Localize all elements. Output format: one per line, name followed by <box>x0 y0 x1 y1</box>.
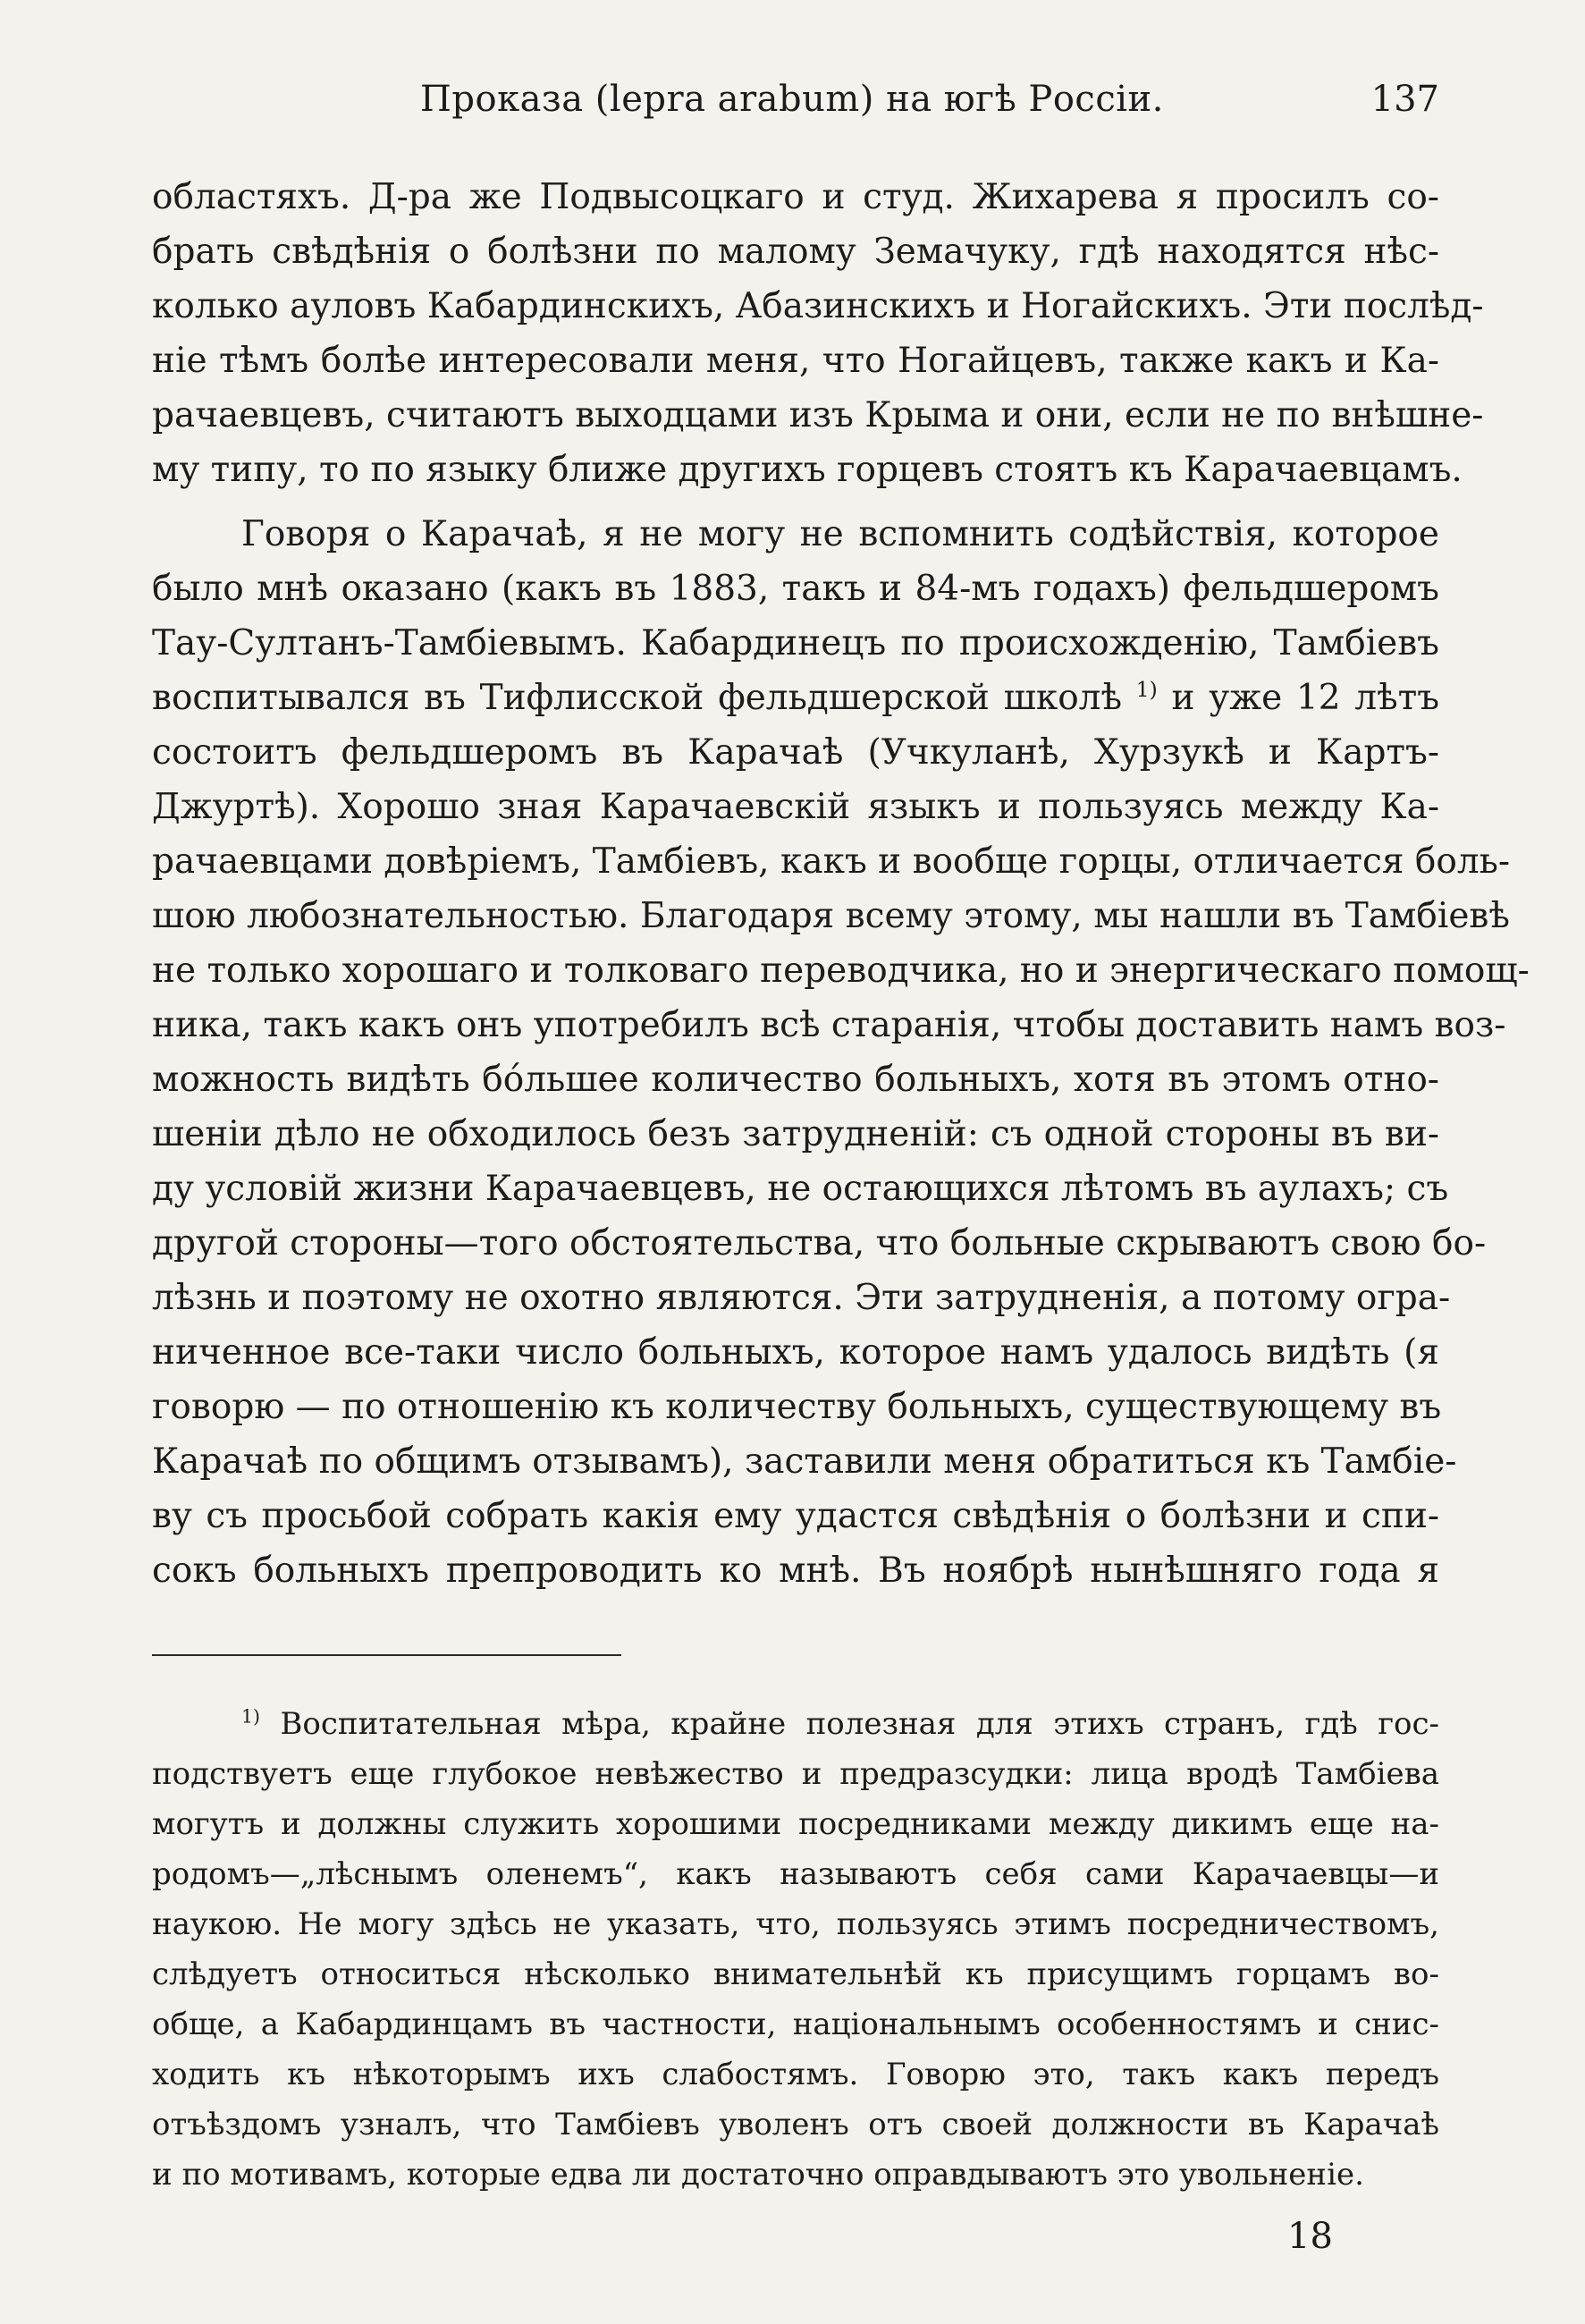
body-line: ниченное все-таки число больныхъ, которое намъ удалось видѣть (я <box>152 1332 1439 1373</box>
body-line: другой стороны—того обстоятельства, что больные скрываютъ свою бо- <box>152 1223 1487 1263</box>
body-line: Карачаѣ по общимъ отзывамъ), заставили меня обратиться къ Тамбіе- <box>152 1441 1457 1482</box>
footnote-line-text: Воспитательная мѣра, крайне полезная для этихъ странъ, гдѣ гос- <box>280 1706 1440 1742</box>
footnote-line: и по мотивамъ, которые едва ли достаточно оправдываютъ это увольненіе. <box>152 2157 1364 2193</box>
body-line: лѣзнь и поэтому не охотно являются. Эти затрудненія, а потому огра- <box>152 1278 1451 1318</box>
body-line: было мнѣ оказано (какъ въ 1883, такъ и 84-мъ годахъ) фельдшеромъ <box>152 569 1439 609</box>
body-line: Говоря о Карачаѣ, я не могу не вспомнить содѣйствія, которое <box>241 514 1439 554</box>
footnote-line: родомъ—„лѣснымъ оленемъ“, какъ называютъ себя сами Карачаевцы—и <box>152 1856 1439 1892</box>
footnote-line: обще, а Кабардинцамъ въ частности, національнымъ особенностямъ и снис- <box>152 2007 1439 2042</box>
body-line: ву съ просьбой собрать какія ему удастся свѣдѣнія о болѣзни и спи- <box>152 1496 1439 1536</box>
footnote-line: ходить къ нѣкоторымъ ихъ слабостямъ. Говорю это, такъ какъ передъ <box>152 2057 1439 2092</box>
body-line: ду условій жизни Карачаевцевъ, не остающихся лѣтомъ въ аулахъ; съ <box>152 1169 1449 1209</box>
footnote-line: могутъ и должны служить хорошими посредниками между дикимъ еще на- <box>152 1806 1439 1842</box>
running-title: Проказа (lepra arabum) на югѣ Россіи. <box>420 79 1164 120</box>
body-text <box>152 170 1530 1598</box>
footnote-divider <box>152 1654 621 1656</box>
body-line: рачаевцами довѣріемъ, Тамбіевъ, какъ и вообще горцы, отличается боль- <box>152 841 1511 882</box>
footnote-line <box>152 1699 1439 1749</box>
body-line: областяхъ. Д-ра же Подвысоцкаго и студ. Жихарева я просилъ со- <box>152 177 1439 217</box>
footnote-line: слѣдуетъ относиться нѣсколько внимательнѣй къ присущимъ горцамъ во- <box>152 1956 1439 1992</box>
body-line: не только хорошаго и толковаго переводчика, но и энергическаго помощ- <box>152 951 1530 991</box>
signature-mark: 18 <box>1287 2216 1333 2257</box>
page-number: 137 <box>1370 79 1439 120</box>
footnote-marker: 1) <box>1135 677 1158 702</box>
body-line: ніе тѣмъ болѣе интересовали меня, что Ногайцевъ, также какъ и Ка- <box>152 341 1439 381</box>
body-line: му типу, то по языку ближе другихъ горцевъ стоятъ къ Карачаевцамъ. <box>152 450 1463 490</box>
body-line: говорю — по отношенію къ количеству больныхъ, существующему въ <box>152 1387 1442 1427</box>
footnote-line: отъѣздомъ узналъ, что Тамбіевъ уволенъ отъ своей должности въ Карачаѣ <box>152 2107 1439 2142</box>
body-line: сокъ больныхъ препроводить ко мнѣ. Въ ноябрѣ нынѣшняго года я <box>152 1551 1439 1591</box>
body-line: рачаевцевъ, считаютъ выходцами изъ Крыма и они, если не по внѣшне- <box>152 395 1484 435</box>
body-line: шою любознательностью. Благодаря всему этому, мы нашли въ Тамбіевѣ <box>152 896 1510 936</box>
footnote-line: подствуетъ еще глубокое невѣжество и предразсудки: лица вродѣ Тамбіева <box>152 1756 1439 1792</box>
body-line-with-footnote <box>152 671 1439 725</box>
body-line: Тау-Султанъ-Тамбіевымъ. Кабардинецъ по происхожденію, Тамбіевъ <box>152 623 1439 663</box>
footnotes <box>152 1699 1439 2200</box>
body-line: брать свѣдѣнія о болѣзни по малому Земачуку, гдѣ находятся нѣс- <box>152 232 1439 272</box>
footnote-number: 1) <box>241 1705 260 1728</box>
body-line: Джуртѣ). Хорошо зная Карачаевскій языкъ и пользуясь между Ка- <box>152 787 1439 827</box>
body-line: можность видѣть бо́льшее количество больныхъ, хотя въ этомъ отно- <box>152 1060 1439 1100</box>
body-line: колько ауловъ Кабардинскихъ, Абазинскихъ и Ногайскихъ. Эти послѣд- <box>152 286 1484 326</box>
footnote-line: наукою. Не могу здѣсь не указать, что, пользуясь этимъ посредничествомъ, <box>152 1906 1439 1942</box>
body-line: шеніи дѣло не обходилось безъ затрудненій: съ одной стороны въ ви- <box>152 1114 1439 1154</box>
page-header <box>420 79 1439 132</box>
body-line: состоитъ фельдшеромъ въ Карачаѣ (Учкуланѣ, Хурзукѣ и Картъ- <box>152 732 1439 773</box>
body-line-text: воспитывался въ Тифлисской фельдшерской школѣ <box>152 678 1122 718</box>
body-line-tail: и уже 12 лѣтъ <box>1157 678 1440 718</box>
body-line: ника, такъ какъ онъ употребилъ всѣ старанія, чтобы доставить намъ воз- <box>152 1005 1506 1045</box>
